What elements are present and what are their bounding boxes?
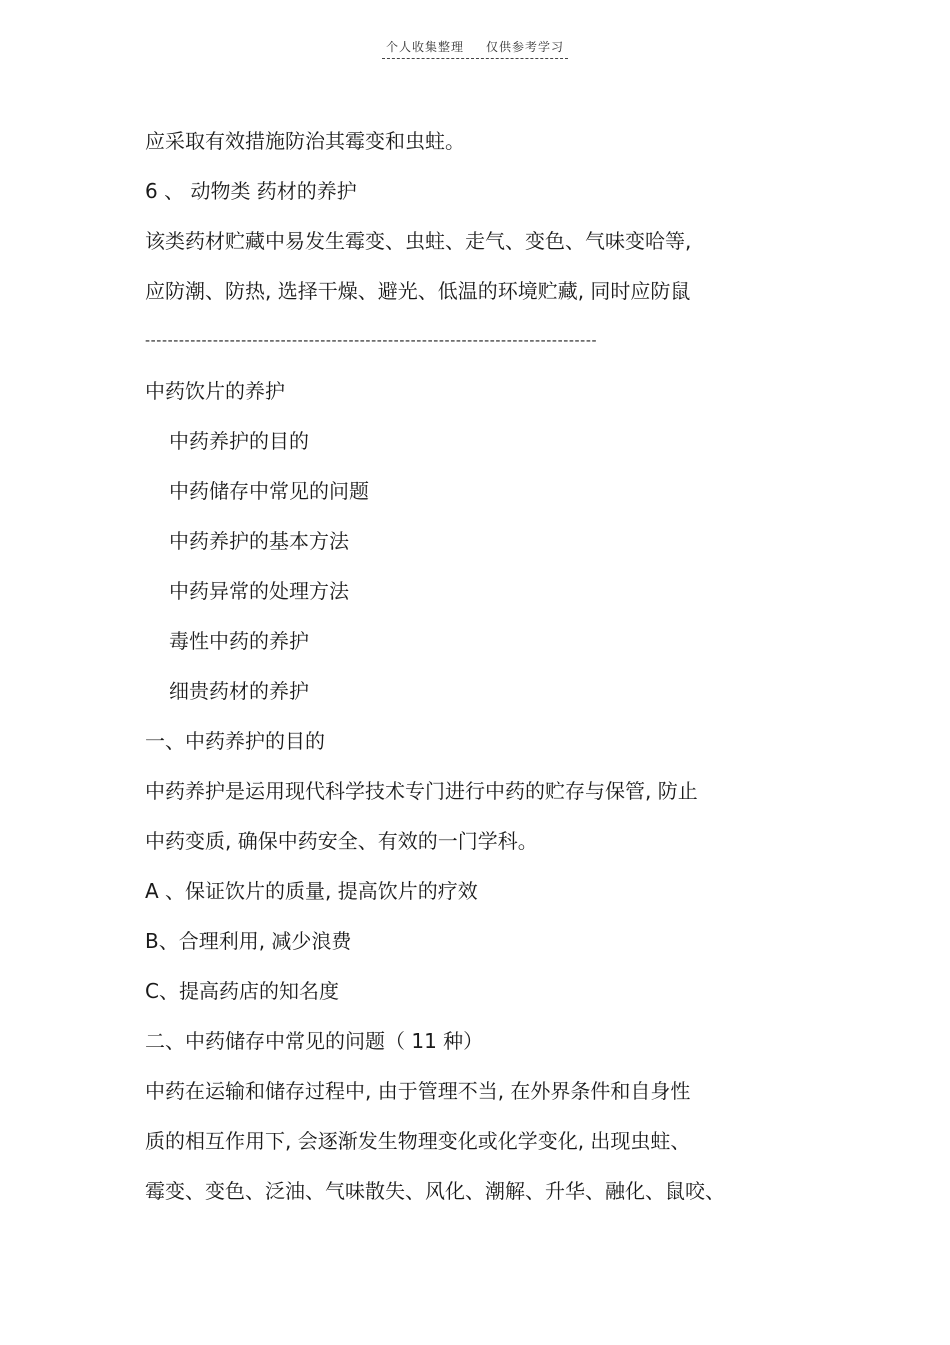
dashed-separator: -------------------------------------------------------------------------------- xyxy=(145,333,598,349)
outline-item: 中药养护的目的 xyxy=(169,429,309,453)
section-heading-common-problems: 二、中药储存中常见的问题（ 11 种） xyxy=(145,1029,484,1053)
outline-title: 中药饮片的养护 xyxy=(145,379,285,403)
section-heading-purpose: 一、中药养护的目的 xyxy=(145,729,325,753)
header-underline xyxy=(382,38,568,59)
text-line: 应采取有效措施防治其霉变和虫蛀。 xyxy=(145,129,465,153)
list-item-b: B、合理利用, 减少浪费 xyxy=(145,929,352,953)
list-item-c: C、提高药店的知名度 xyxy=(145,979,339,1003)
header-right-text: 仅供参考学习 xyxy=(486,40,565,54)
text-line: 中药在运输和储存过程中, 由于管理不当, 在外界条件和自身性 xyxy=(145,1079,691,1103)
text-line: 该类药材贮藏中易发生霉变、虫蛀、走气、变色、气味变哈等, xyxy=(145,229,692,253)
outline-item: 中药储存中常见的问题 xyxy=(169,479,369,503)
outline-item: 中药异常的处理方法 xyxy=(169,579,349,603)
text-line: 霉变、变色、泛油、气味散失、风化、潮解、升华、融化、鼠咬、 xyxy=(145,1179,725,1203)
text-line: 中药变质, 确保中药安全、有效的一门学科。 xyxy=(145,829,538,853)
page-header xyxy=(0,38,950,59)
outline-item: 毒性中药的养护 xyxy=(169,629,309,653)
header-left-text: 个人收集整理 xyxy=(385,40,464,54)
text-line: 中药养护是运用现代科学技术专门进行中药的贮存与保管, 防止 xyxy=(145,779,698,803)
list-item-a: A 、保证饮片的质量, 提高饮片的疗效 xyxy=(145,879,478,903)
outline-item: 细贵药材的养护 xyxy=(169,679,309,703)
section-heading-animal-materials: 6 、 动物类 药材的养护 xyxy=(145,179,357,203)
text-line: 应防潮、防热, 选择干燥、避光、低温的环境贮藏, 同时应防鼠 xyxy=(145,279,691,303)
text-line: 质的相互作用下, 会逐渐发生物理变化或化学变化, 出现虫蛀、 xyxy=(145,1129,691,1153)
outline-item: 中药养护的基本方法 xyxy=(169,529,349,553)
document-body xyxy=(145,120,825,1220)
